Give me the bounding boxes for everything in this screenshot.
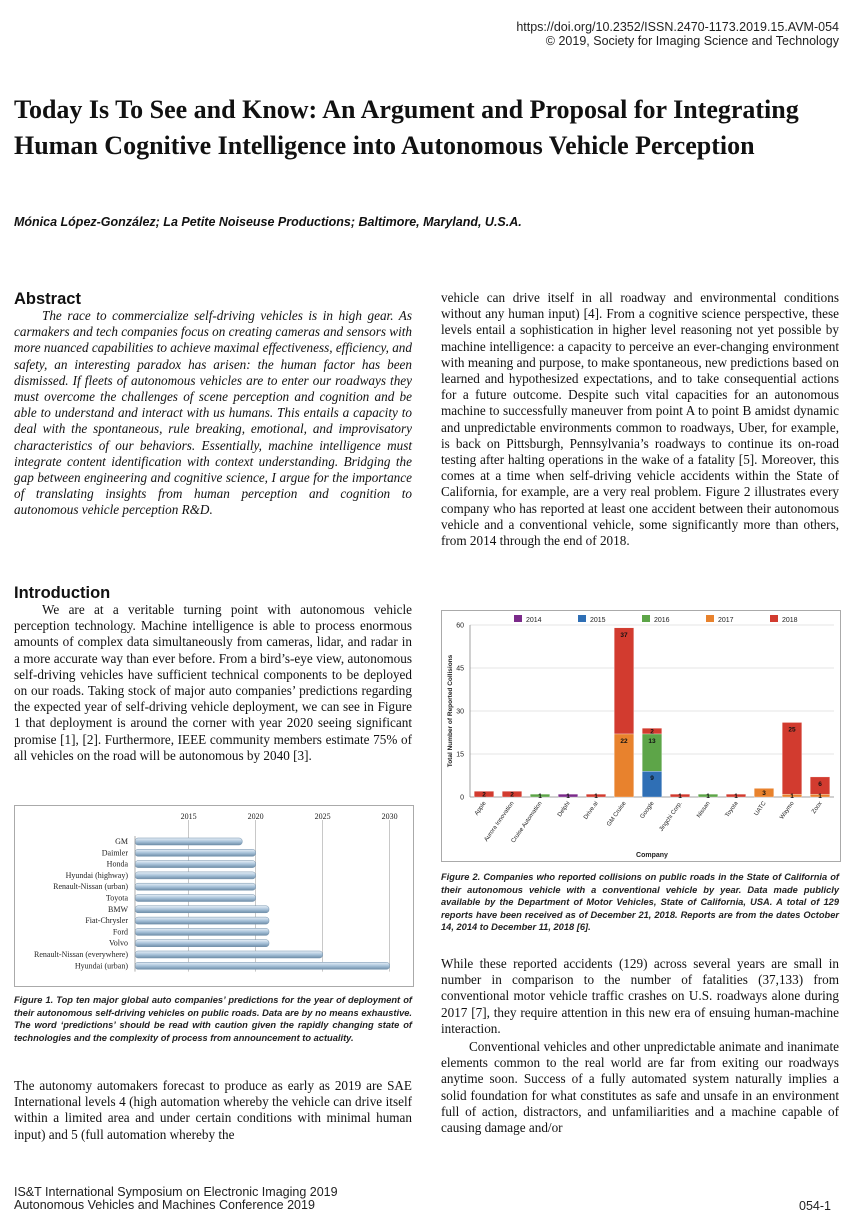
fig2-category-label: Waymo bbox=[779, 800, 796, 821]
abstract-heading: Abstract bbox=[14, 290, 81, 308]
fig2-data-label: 1 bbox=[538, 793, 542, 801]
fig2-category-label: UATC bbox=[753, 800, 768, 818]
fig2-legend-label: 2017 bbox=[718, 617, 734, 624]
fig1-bar bbox=[135, 838, 242, 845]
figure-2-chart bbox=[442, 611, 840, 861]
fig2-data-label: 1 bbox=[790, 793, 794, 801]
fig2-data-label: 2 bbox=[510, 791, 514, 799]
fig2-data-label: 13 bbox=[648, 737, 656, 745]
fig2-category-label: Cruise Automation bbox=[510, 800, 544, 845]
intro-paragraph-2: The autonomy automakers forecast to produce as early as 2019 are SAE International levels 4 (high automation whereby the vehicle can drive itself within a limited area and under certain conditions with minimal human input) and 5 (full automation whereby the bbox=[14, 1078, 412, 1142]
fig2-data-label: 22 bbox=[620, 737, 628, 745]
fig1-bar bbox=[135, 861, 256, 868]
fig1-bar bbox=[135, 895, 256, 902]
fig2-category-label: Toyota bbox=[724, 800, 740, 819]
fig1-category-label: Daimler bbox=[101, 848, 128, 858]
fig2-category-label: Google bbox=[639, 800, 656, 821]
fig1-bar bbox=[135, 940, 269, 947]
abstract-text: The race to commercialize self-driving vehicles is in high gear. As carmakers and tech companies focus on creating cameras and sensors with more nuanced capabilities to achieve maximal effectiveness, efficiency, and safety, an interesting paradox has arisen: the human factor has been dismissed. If fleets of autonomous vehicles are to enter our roadways they must overcome the challenges of scene perception and cognition and be able to understand and interact with us humans. This entails a capacity to deal with the spontaneous, rule breaking, emotional, and improvisatory characteristics of our behaviors. Essentially, machine intelligence must integrate content identification with context understanding. Bridging the gap between engineering and cognitive science, I argue for the importance of translating insights from human perception and cognition to autonomous vehicle perception R&D. bbox=[14, 308, 413, 518]
figure-1-chart bbox=[15, 806, 413, 986]
fig2-category-label: GM Cruise bbox=[606, 800, 628, 828]
author-line: Mónica López-González; La Petite Noiseuse Productions; Baltimore, Maryland, U.S.A. bbox=[14, 215, 522, 229]
fig1-category-label: Hyundai (highway) bbox=[65, 870, 128, 880]
fig2-legend-label: 2016 bbox=[654, 617, 670, 624]
footer-symposium: IS&T International Symposium on Electronic Imaging 2019 bbox=[14, 1185, 338, 1199]
footer-conference: Autonomous Vehicles and Machines Conference 2019 bbox=[14, 1198, 315, 1212]
fig2-bar-segment bbox=[614, 628, 634, 734]
fig2-data-label: 1 bbox=[818, 793, 822, 801]
introduction-heading: Introduction bbox=[14, 584, 111, 602]
fig2-data-label: 37 bbox=[620, 631, 628, 639]
fig1-x-tick: 2025 bbox=[314, 812, 331, 821]
fig2-legend-swatch bbox=[578, 615, 586, 622]
fig2-legend-label: 2015 bbox=[590, 617, 606, 624]
fig2-legend-swatch bbox=[770, 615, 778, 622]
fig1-category-label: Hyundai (urban) bbox=[74, 961, 128, 971]
fig1-category-label: Renault-Nissan (urban) bbox=[53, 882, 128, 892]
page-number: 054-1 bbox=[799, 1199, 831, 1213]
doi-link[interactable]: https://doi.org/10.2352/ISSN.2470-1173.2019.15.AVM-054 bbox=[516, 20, 839, 34]
abstract-section bbox=[14, 290, 412, 519]
fig2-data-label: 1 bbox=[706, 793, 710, 801]
right-paragraph-1: vehicle can drive itself in all roadway and environmental conditions without any human input) [4]. From a cognitive science perspective, these levels entail a sophistication in higher level reasoning not yet possible by machine intelligence: a capacity to perceive an ever-changing environment with meaning and purpose, to make spontaneous, new predictions based on learned and hypothesized expectations, and to take consequential actions for a future outcome. Despite such vital capacities for an autonomous machine to successfully maneuver from point A to point B amidst dynamic and unpredictable environments common to roadways, Uber, for example, is back on Pittsburgh, Pennsylvania’s roadways to continue its on-road testing after halting operations in the wake of a fatality [5]. Moreover, this comes at a time when self-driving vehicle accidents within the State of California, for example, are a very real problem. Figure 2 illustrates every company who has reported at least one accident between their autonomous vehicle and a conventional vehicle, some significantly more than others, from 2014 through the end of 2018. bbox=[441, 290, 839, 549]
fig2-y-label: Total Number of Reported Collisions bbox=[447, 654, 454, 768]
fig2-legend-swatch bbox=[706, 615, 714, 622]
fig2-y-tick: 15 bbox=[456, 751, 464, 759]
running-header bbox=[516, 20, 839, 48]
fig2-data-label: 3 bbox=[762, 790, 766, 798]
fig2-data-label: 25 bbox=[788, 726, 796, 734]
fig1-bar bbox=[135, 962, 390, 969]
fig2-y-tick: 0 bbox=[460, 794, 464, 802]
fig2-legend-swatch bbox=[514, 615, 522, 622]
fig2-y-tick: 45 bbox=[456, 665, 464, 673]
fig1-bar bbox=[135, 928, 269, 935]
fig1-category-label: Toyota bbox=[105, 893, 128, 903]
intro-paragraph-1: We are at a veritable turning point with autonomous vehicle perception technology. Machine intelligence is able to process enormous amounts of complex data simultaneously from cameras, lidar, and radar in a more accurate way than ever before. From a bird’s-eye view, autonomous self-driving vehicles have sufficient technical components to be deployed on our roads. Taking stock of major auto companies’ predictions regarding the expected year of self-driving vehicle deployment, we can see in Figure 1 that deployment is around the corner with year 2020 seeing significant promise [1], [2]. Furthermore, IEEE community members estimate 75% of all vehicles on the road will be autonomous by 2040 [3]. bbox=[14, 602, 412, 763]
figure-1 bbox=[14, 805, 414, 987]
fig1-category-label: Honda bbox=[106, 859, 128, 869]
right-paragraph-3: Conventional vehicles and other unpredictable animate and inanimate elements common to the real world are far from exiting our roadways anytime soon. Success of a fully automated system naturally implies a solid foundation for what constitutes as safe and unsafe in an environment full of action, distractors, and unfamiliarities and a machine capable of causing damage and/or bbox=[441, 1039, 839, 1136]
figure-2 bbox=[441, 610, 841, 862]
fig2-category-label: Nissan bbox=[696, 800, 712, 820]
fig1-x-tick: 2030 bbox=[381, 812, 398, 821]
fig2-x-label: Company bbox=[636, 852, 668, 859]
fig2-data-label: 1 bbox=[678, 793, 682, 801]
right-paragraph-2: While these reported accidents (129) across several years are small in number in comparison to the number of fatalities (37,133) from conventional motor vehicle traffic crashes on U.S. roadways alone during 2017 [7], they require attention in this new era of ensuing human-machine interaction. bbox=[441, 956, 839, 1036]
fig1-category-label: GM bbox=[115, 837, 128, 846]
figure-2-caption: Figure 2. Companies who reported collisions on public roads in the State of California of their autonomous vehicle with a conventional vehicle by year. Data made publicly available by the Department of Motor Vehicles, State of California, USA. A total of 129 reports have been received as of December 21, 2018. Reports are from the dates October 14, 2014 to December 11, 2018 [6]. bbox=[441, 872, 839, 932]
fig2-category-label: Drive.ai bbox=[583, 800, 600, 821]
introduction-section bbox=[14, 584, 412, 764]
fig1-bar bbox=[135, 883, 256, 890]
fig1-category-label: Fiat-Chrysler bbox=[85, 916, 128, 926]
fig2-y-tick: 30 bbox=[456, 708, 464, 716]
paper-title: Today Is To See and Know: An Argument and Proposal for Integrating Human Cognitive Intelligence into Autonomous Vehicle Perception bbox=[14, 95, 799, 160]
fig2-category-label: Zoox bbox=[811, 800, 824, 816]
fig1-category-label: Ford bbox=[112, 927, 128, 937]
fig2-y-tick: 60 bbox=[456, 622, 464, 630]
fig2-category-label: Aurora Innovation bbox=[483, 800, 516, 843]
fig1-bar bbox=[135, 849, 256, 856]
fig2-category-label: Jingchi Corp. bbox=[658, 800, 684, 833]
fig2-data-label: 6 bbox=[818, 780, 822, 788]
fig1-bar bbox=[135, 872, 256, 879]
fig2-data-label: 2 bbox=[650, 728, 654, 736]
fig2-legend-swatch bbox=[642, 615, 650, 622]
fig2-data-label: 9 bbox=[650, 775, 654, 783]
fig1-bar bbox=[135, 906, 269, 913]
fig2-category-label: Apple bbox=[473, 800, 488, 817]
fig2-legend-label: 2014 bbox=[526, 617, 542, 624]
fig2-category-label: Delphi bbox=[556, 800, 572, 819]
fig1-x-tick: 2015 bbox=[180, 812, 197, 821]
fig2-data-label: 1 bbox=[594, 793, 598, 801]
fig1-bar bbox=[135, 917, 269, 924]
fig1-category-label: Renault-Nissan (everywhere) bbox=[34, 950, 128, 959]
fig2-data-label: 1 bbox=[566, 793, 570, 801]
fig1-x-tick: 2020 bbox=[247, 812, 264, 821]
page-footer bbox=[14, 1186, 338, 1212]
fig1-category-label: BMW bbox=[108, 904, 128, 914]
figure-1-caption: Figure 1. Top ten major global auto companies’ predictions for the year of deployment of their autonomous self-driving vehicles on public roads. Data are by no means exhaustive. The word ‘predictions’ should be read with caution given the rapidly changing state of technologies and the complexity of process from announcement to actuality. bbox=[14, 995, 412, 1043]
copyright: © 2019, Society for Imaging Science and Technology bbox=[545, 34, 839, 48]
fig2-data-label: 1 bbox=[734, 793, 738, 801]
fig2-legend-label: 2018 bbox=[782, 617, 798, 624]
fig1-bar bbox=[135, 951, 323, 958]
fig1-category-label: Volvo bbox=[109, 938, 128, 948]
fig2-data-label: 2 bbox=[482, 791, 486, 799]
